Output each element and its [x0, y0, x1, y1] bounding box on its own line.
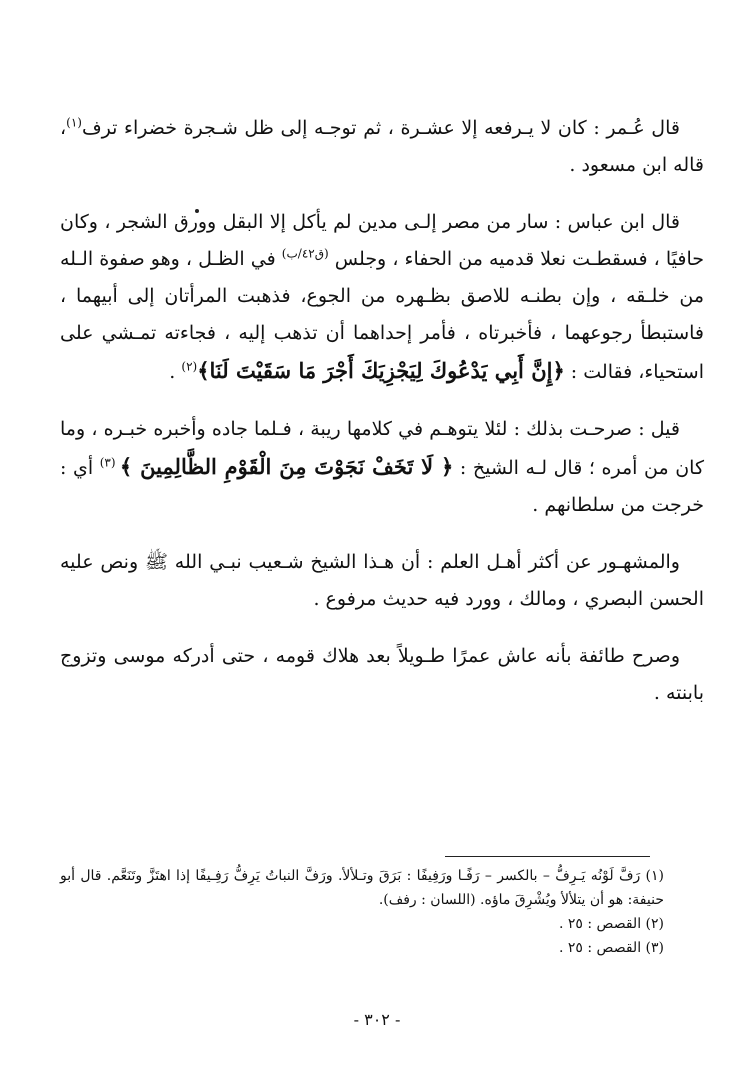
text-run: وصرح طائفة بأنه عاش عمرًا طـويلاً بعد هلاك قومه ، حتى أدركه موسى وتزوج بابنته . [60, 645, 704, 704]
paragraph-3 [60, 411, 704, 524]
footnotes [60, 864, 664, 960]
footnote-2: (٢) القصص : ٢٥ . [558, 916, 664, 932]
text-run: في الظـل ، وهو صفوة الـله من خلـقه ، وإن بطنـه للاصق بظـهره من الجوع، فذهبت المرأتان إلى أبيهما ، فاستبطأ رجوعهما ، فأخبرتاه ، فأمر إحداهما أن تذهب إليه ، فجاءته تمـشي على استحياء، فقالت : [60, 248, 704, 383]
text-run: ، قاله ابن مسعود . [60, 117, 704, 176]
quran-verse: ﴿ لَا تَخَفْ نَجَوْتَ مِنَ الْقَوْمِ الظَّالِمِينَ ﴾ [119, 454, 454, 479]
footnote-separator [445, 856, 650, 857]
paragraph-5 [60, 638, 704, 712]
main-text [60, 110, 704, 732]
quran-verse: ﴿إِنَّ أَبِي يَدْعُوكَ لِيَجْزِيَكَ أَجْرَ مَا سَقَيْتَ لَنَا﴾ [197, 358, 565, 383]
paragraph-1 [60, 110, 704, 184]
footnote-3: (٣) القصص : ٢٥ . [558, 940, 664, 956]
footnote-ref: (ق٤٢/ب) [281, 246, 329, 261]
text-run: والمشهـور عن أكثر أهـل العلم : أن هـذا الشيخ شـعيب نبـي الله ﷺ ونص عليه الحسن البصري ، ومالك ، وورد فيه حديث مرفوع . [60, 551, 704, 610]
footnote-ref: (٢) [181, 359, 198, 374]
paragraph-4 [60, 544, 704, 618]
text-run: . [169, 361, 182, 383]
text-run: قال عُـمر : كان لا يـرفعه إلا عشـرة ، ثم توجـه إلى ظل شـجرة خضراء ترف [81, 117, 680, 139]
text-run: أي : خرجت من سلطانهم . [60, 457, 704, 516]
footnote-ref: (٣) [99, 455, 120, 470]
text-run: قيل : صرحـت بذلك : لئلا يتوهـم في كلامها ريبة ، فـلما جاده وأخبره خبـره ، وما كان من أمره ؛ قال لـه الشيخ : [60, 418, 704, 479]
footnote-1: (١) رَفَّ لَوْنُه يَـرِفُّ – بالكسر – رَفًـا ورَفِيفًا : بَرَقَ وتـلألأ. ورَفَّ النباتُ يَرِفُّ رَفِـيفًا إذا اهتَزَّ وتَنَعَّم. قال أبو حنيفة: هو أن يتلألأ ويُشْرِقَ ماؤه. (اللسان : رفف). [60, 868, 664, 908]
paragraph-2 [60, 204, 704, 391]
footnote-ref: (١) [66, 115, 82, 130]
page-number: - ٣٠٢ - [353, 1010, 401, 1029]
text-run: قال ابن عباس : سار من مصر إلـى مدين لم يأكل إلا البقل وورق الشجر ، وكان حافيًا ، فسقطـت نعلا قدميه من الحفاء ، وجلس [60, 211, 704, 270]
